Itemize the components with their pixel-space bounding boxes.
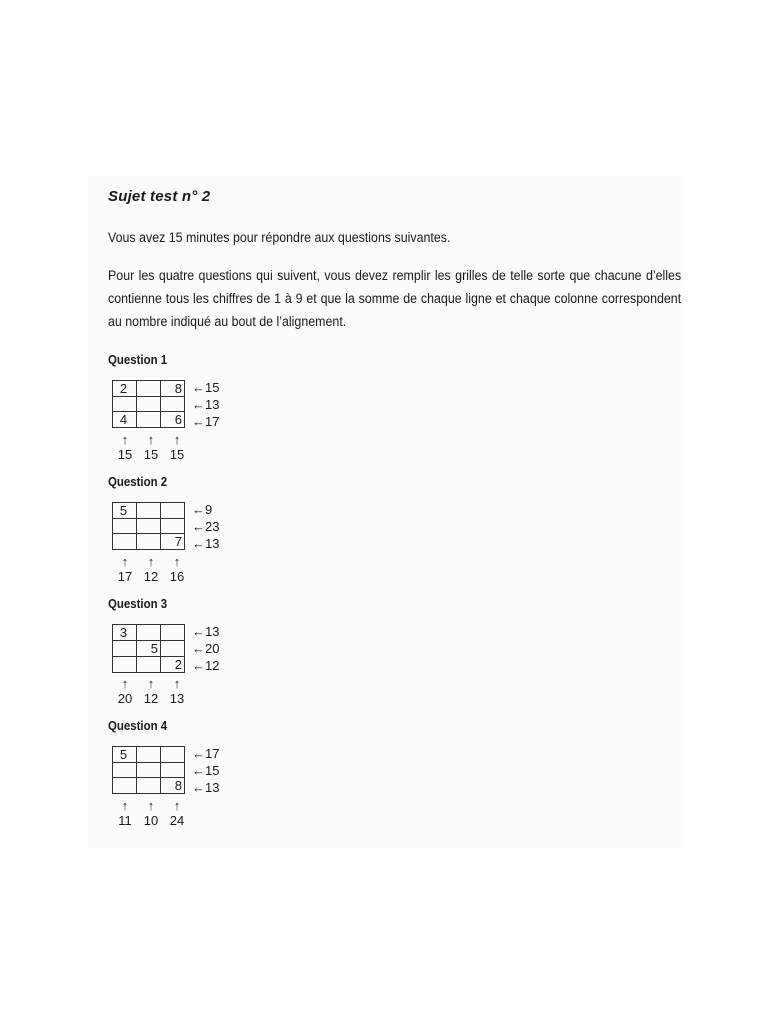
grid-cell[interactable]: 3 <box>113 625 137 641</box>
grid-row <box>113 412 185 428</box>
up-arrow-icon: ↑ <box>173 676 181 691</box>
grid-cell[interactable]: 4 <box>113 412 137 428</box>
grid-cell[interactable] <box>137 381 161 397</box>
question-label: Question 4 <box>108 718 168 733</box>
row-sum-label: ←23 <box>192 519 220 534</box>
page-title: Sujet test n° 2 <box>108 188 211 205</box>
column-sum-label: 10 <box>143 813 159 828</box>
grid-cell[interactable] <box>161 625 185 641</box>
row-sum-label: ←20 <box>192 641 220 656</box>
number-grid <box>112 502 185 550</box>
grid-cell[interactable] <box>113 641 137 657</box>
row-sum-label: ←13 <box>192 536 220 551</box>
grid-cell[interactable] <box>113 657 137 673</box>
column-sum-label: 13 <box>169 691 185 706</box>
grid-cell[interactable] <box>161 747 185 763</box>
grid-cell[interactable] <box>137 625 161 641</box>
grid-cell[interactable]: 7 <box>161 534 185 550</box>
row-sum-label: ←13 <box>192 624 220 639</box>
question-label: Question 3 <box>108 596 168 611</box>
grid-row <box>113 534 185 550</box>
grid-cell[interactable]: 6 <box>161 412 185 428</box>
grid-cell[interactable] <box>161 503 185 519</box>
grid-cell[interactable] <box>137 397 161 412</box>
grid-row <box>113 641 185 657</box>
column-sum-label: 20 <box>117 691 133 706</box>
grid-row <box>113 763 185 778</box>
up-arrow-icon: ↑ <box>121 432 129 447</box>
column-sum-label: 12 <box>143 569 159 584</box>
column-arrows <box>112 434 202 446</box>
grid-cell[interactable]: 8 <box>161 778 185 794</box>
column-sum-label: 16 <box>169 569 185 584</box>
column-sum-label: 17 <box>117 569 133 584</box>
grid-row <box>113 381 185 397</box>
grid-cell[interactable] <box>137 778 161 794</box>
grid-row <box>113 778 185 794</box>
column-sum-label: 11 <box>118 813 132 828</box>
number-grid <box>112 624 185 673</box>
grid-cell[interactable] <box>113 519 137 534</box>
up-arrow-icon: ↑ <box>147 554 155 569</box>
grid-cell[interactable] <box>137 519 161 534</box>
row-sum-label: ←13 <box>192 780 220 795</box>
row-sum-label: ←15 <box>192 380 220 395</box>
up-arrow-icon: ↑ <box>173 554 181 569</box>
up-arrow-icon: ↑ <box>121 676 129 691</box>
grid-cell[interactable]: 2 <box>113 381 137 397</box>
grid-row <box>113 519 185 534</box>
up-arrow-icon: ↑ <box>147 676 155 691</box>
column-arrows <box>112 556 202 568</box>
up-arrow-icon: ↑ <box>173 432 181 447</box>
question-label: Question 1 <box>108 352 168 367</box>
row-sum-label: ←12 <box>192 658 220 673</box>
column-sum-label: 15 <box>143 447 159 462</box>
grid-cell[interactable] <box>137 503 161 519</box>
grid-row <box>113 747 185 763</box>
column-sums <box>112 813 202 828</box>
grid-cell[interactable] <box>113 397 137 412</box>
grid-cell[interactable] <box>161 397 185 412</box>
up-arrow-icon: ↑ <box>121 798 129 813</box>
column-sum-label: 12 <box>143 691 159 706</box>
up-arrow-icon: ↑ <box>147 798 155 813</box>
grid-cell[interactable] <box>161 641 185 657</box>
row-sum-label: ←15 <box>192 763 220 778</box>
up-arrow-icon: ↑ <box>173 798 181 813</box>
row-sum-label: ←17 <box>192 414 220 429</box>
grid-cell[interactable] <box>137 763 161 778</box>
column-sums <box>112 691 202 706</box>
grid-cell[interactable]: 2 <box>161 657 185 673</box>
grid-cell[interactable] <box>137 412 161 428</box>
grid-cell[interactable] <box>137 747 161 763</box>
column-sums <box>112 447 202 462</box>
grid-cell[interactable] <box>137 534 161 550</box>
grid-cell[interactable]: 5 <box>113 503 137 519</box>
column-sum-label: 24 <box>169 813 185 828</box>
grid-cell[interactable]: 8 <box>161 381 185 397</box>
number-grid <box>112 746 185 794</box>
up-arrow-icon: ↑ <box>121 554 129 569</box>
column-sum-label: 15 <box>169 447 185 462</box>
up-arrow-icon: ↑ <box>147 432 155 447</box>
grid-cell[interactable]: 5 <box>113 747 137 763</box>
grid-row <box>113 657 185 673</box>
grid-cell[interactable] <box>161 519 185 534</box>
intro-paragraph: Vous avez 15 minutes pour répondre aux questions suivantes. <box>108 230 451 245</box>
grid-cell[interactable] <box>113 778 137 794</box>
grid-cell[interactable] <box>137 657 161 673</box>
row-sum-label: ←9 <box>192 502 213 517</box>
column-arrows <box>112 800 202 812</box>
grid-row <box>113 625 185 641</box>
grid-cell[interactable] <box>113 763 137 778</box>
grid-cell[interactable] <box>161 763 185 778</box>
grid-row <box>113 503 185 519</box>
row-sum-label: ←17 <box>192 746 220 761</box>
grid-cell[interactable] <box>113 534 137 550</box>
column-arrows <box>112 678 202 690</box>
instructions-paragraph: Pour les quatre questions qui suivent, vous devez remplir les grilles de telle sorte que chacune d’elles contienne tous les chiffres de 1 à 9 et que la somme de chaque ligne et chaque colonne correspondent au nombre indiqué au bout de l’alignement. <box>108 268 682 329</box>
number-grid <box>112 380 185 428</box>
row-sum-label: ←13 <box>192 397 220 412</box>
grid-row <box>113 397 185 412</box>
question-label: Question 2 <box>108 474 168 489</box>
column-sum-label: 15 <box>117 447 133 462</box>
grid-cell[interactable]: 5 <box>137 641 161 657</box>
column-sums <box>112 569 202 584</box>
